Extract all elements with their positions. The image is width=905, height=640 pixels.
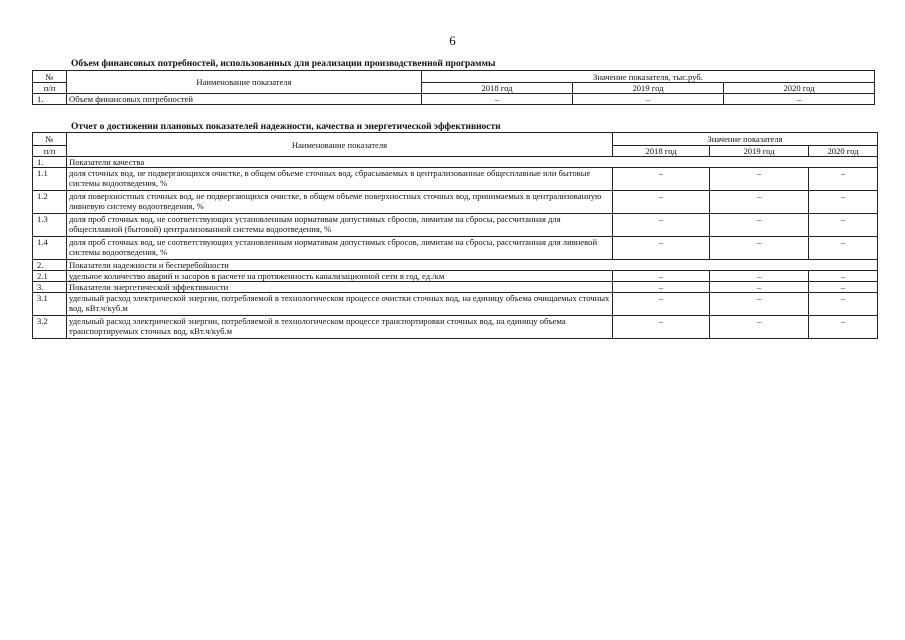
header-year-2019: 2019 год [573, 83, 724, 94]
row-name: удельный расход электрической энергии, потребляемой в технологическом процессе очистки сточных вод, на единицу объема очищаемых сточных вод, кВт.ч/куб.м [67, 293, 613, 316]
row-value-2018: – [613, 214, 710, 237]
header-name: Наименование показателя [67, 133, 613, 157]
header-value: Значение показателя [613, 133, 878, 146]
header-num-top: № [33, 71, 67, 83]
row-value-2019: – [710, 316, 809, 339]
header-num-bottom: п/п [33, 83, 67, 94]
row-name: доля сточных вод, не подвергающихся очистке, в общем объеме сточных вод, сбрасываемых в централизованные общесплавные или бытовые системы водоотведения, % [67, 168, 613, 191]
row-num: 1.4 [33, 237, 67, 260]
row-value-2019: – [710, 168, 809, 191]
group-name: Показатели качества [67, 157, 878, 168]
row-value-2018: – [613, 191, 710, 214]
row-name: доля проб сточных вод, не соответствующих установленным нормативам допустимых сбросов, лимитам на сбросы, рассчитанная для ливневой системы водоотведения, % [67, 237, 613, 260]
row-name: удельное количество аварий и засоров в расчете на протяженность канализационной сети в год, ед./км [67, 271, 613, 282]
group-row [33, 260, 878, 271]
row-value-2018: – [613, 293, 710, 316]
row-num: 2.1 [33, 271, 67, 282]
header-value: Значение показателя, тыс.руб. [422, 71, 875, 83]
row-num: 3.1 [33, 293, 67, 316]
table-row [33, 214, 878, 237]
row-name: Объем финансовых потребностей [67, 94, 422, 105]
row-value-2020: – [809, 316, 878, 339]
table-row [33, 168, 878, 191]
table-row [33, 191, 878, 214]
row-value-2020: – [809, 271, 878, 282]
row-num: 1.1 [33, 168, 67, 191]
row-value-2018: – [613, 237, 710, 260]
row-value-2018: – [613, 168, 710, 191]
table-row [33, 293, 878, 316]
group-name: Показатели надежности и бесперебойности [67, 260, 878, 271]
row-num: 3. [33, 282, 67, 293]
row-value-2019: – [710, 214, 809, 237]
header-num-bottom: п/п [33, 146, 67, 157]
row-value-2019: – [710, 282, 809, 293]
row-num: 1.2 [33, 191, 67, 214]
section1-title: Объем финансовых потребностей, использованных для реализации производственной программы [71, 59, 496, 69]
row-num: 3.2 [33, 316, 67, 339]
group-row [33, 157, 878, 168]
header-num-top: № [33, 133, 67, 146]
row-num: 1. [33, 157, 67, 168]
row-name: доля поверхностных сточных вод, не подвергающихся очистке, в общем объеме поверхностных сточных вод, принимаемых в централизованную ливневую систему водоотведения, % [67, 191, 613, 214]
row-value-2019: – [710, 191, 809, 214]
row-value-2019: – [710, 293, 809, 316]
row-value-2020: – [809, 282, 878, 293]
section2-title: Отчет о достижении плановых показателей надежности, качества и энергетической эффективности [71, 122, 501, 132]
row-value-2018: – [422, 94, 573, 105]
row-value-2019: – [710, 237, 809, 260]
row-value-2020: – [809, 168, 878, 191]
table-row [33, 94, 875, 105]
header-year-2018: 2018 год [422, 83, 573, 94]
page-number: 6 [449, 33, 456, 48]
row-value-2020: – [809, 293, 878, 316]
row-value-2018: – [613, 282, 710, 293]
table-row [33, 282, 878, 293]
row-name: доля проб сточных вод, не соответствующих установленным нормативам допустимых сбросов, лимитам на сбросы, рассчитанная для общесплавной (бытовой) централизованной системы водоотведения, % [67, 214, 613, 237]
performance-indicators-table [32, 132, 878, 339]
row-value-2020: – [809, 214, 878, 237]
row-value-2019: – [573, 94, 724, 105]
row-name: удельный расход электрической энергии, потребляемой в технологическом процессе транспортировки сточных вод, на единицу объема транспортируемых сточных вод, кВт.ч/куб.м [67, 316, 613, 339]
header-year-2018: 2018 год [613, 146, 710, 157]
row-num: 1.3 [33, 214, 67, 237]
header-year-2020: 2020 год [809, 146, 878, 157]
table-row [33, 271, 878, 282]
financial-needs-table [32, 70, 875, 105]
header-year-2019: 2019 год [710, 146, 809, 157]
row-value-2018: – [613, 316, 710, 339]
row-num: 2. [33, 260, 67, 271]
row-value-2020: – [809, 191, 878, 214]
row-value-2019: – [710, 271, 809, 282]
table-row [33, 237, 878, 260]
row-num: 1. [33, 94, 67, 105]
header-year-2020: 2020 год [724, 83, 875, 94]
table-row [33, 316, 878, 339]
row-value-2020: – [724, 94, 875, 105]
row-value-2020: – [809, 237, 878, 260]
row-name: Показатели энергетической эффективности [67, 282, 613, 293]
row-value-2018: – [613, 271, 710, 282]
header-name: Наименование показателя [67, 71, 422, 94]
